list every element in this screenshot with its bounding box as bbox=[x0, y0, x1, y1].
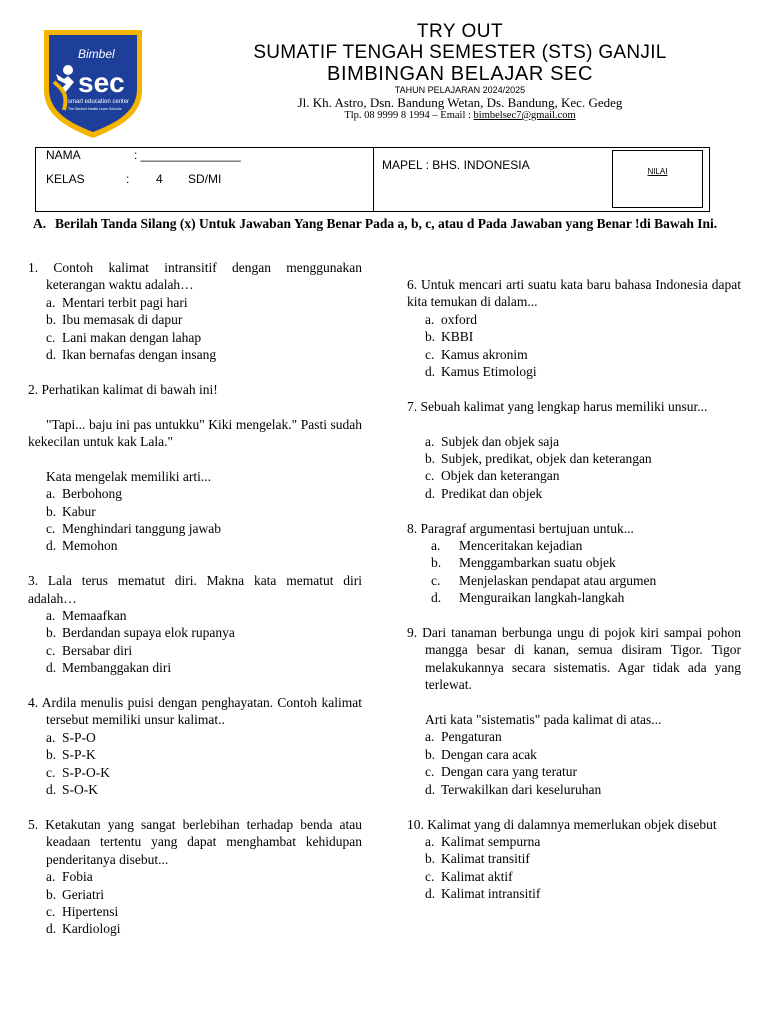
option-letter: c. bbox=[46, 642, 56, 658]
question-10-stem: 10. Kalimat yang di dalamnya memerlukan objek disebut bbox=[407, 816, 717, 832]
question-4-option-d[interactable] bbox=[28, 781, 362, 798]
header-address: Jl. Kh. Astro, Dsn. Bandung Wetan, Ds. Bandung, Kec. Gedeg bbox=[297, 95, 623, 110]
option-letter: b. bbox=[425, 851, 436, 867]
option-text: Kalimat intransitif bbox=[441, 886, 541, 902]
option-letter: c. bbox=[425, 468, 435, 484]
option-letter: b. bbox=[46, 886, 57, 902]
question-4-option-b[interactable] bbox=[28, 746, 362, 763]
option-text: Kalimat aktif bbox=[441, 868, 513, 884]
option-text: Memaafkan bbox=[62, 608, 127, 624]
option-letter: d. bbox=[425, 886, 436, 902]
logo-main-word: sec bbox=[78, 67, 125, 98]
option-text: Menggambarkan suatu objek bbox=[459, 555, 616, 571]
option-text: Ikan bernafas dengan insang bbox=[62, 347, 217, 363]
option-letter: a. bbox=[425, 833, 435, 849]
option-text: Kardiologi bbox=[62, 921, 121, 937]
nama-row bbox=[46, 148, 241, 162]
question-2 bbox=[28, 381, 362, 555]
option-text: Menguraikan langkah-langkah bbox=[459, 590, 625, 606]
question-9-option-c[interactable] bbox=[407, 763, 741, 780]
question-10-option-d[interactable] bbox=[407, 885, 741, 902]
option-letter: b. bbox=[431, 555, 442, 571]
question-9-stem: 9. Dari tanaman berbunga ungu di pojok kiri sampai pohon mangga besar di kanan, semua disiram Tigor. Tigor melakukannya secara sistematis. Agar tidak ada yang terlewat. bbox=[407, 625, 741, 693]
option-letter: d. bbox=[46, 347, 57, 363]
kelas-label: KELAS bbox=[46, 172, 85, 186]
option-text: Dengan cara yang teratur bbox=[441, 764, 578, 780]
option-text: Kalimat transitif bbox=[441, 851, 530, 867]
identity-divider bbox=[373, 148, 374, 211]
option-letter: d. bbox=[431, 590, 442, 606]
option-letter: c. bbox=[46, 764, 56, 780]
option-letter: a. bbox=[425, 729, 435, 745]
header-phone: Tlp. 08 9999 8 1994 – Email : bbox=[344, 110, 474, 121]
option-text: Kabur bbox=[62, 503, 96, 519]
option-letter: b. bbox=[46, 625, 57, 641]
question-3-option-a[interactable] bbox=[28, 607, 362, 624]
question-2-option-a[interactable] bbox=[28, 485, 362, 502]
logo-tagline: smart education center bbox=[68, 99, 130, 105]
option-text: KBBI bbox=[441, 329, 474, 345]
header-title-line3: BIMBINGAN BELAJAR SEC bbox=[327, 63, 593, 85]
mapel-label: MAPEL : BHS. INDONESIA bbox=[382, 158, 530, 172]
option-letter: b. bbox=[425, 746, 436, 762]
question-8-option-b[interactable] bbox=[407, 554, 741, 571]
option-letter: c. bbox=[46, 903, 56, 919]
question-9-option-d[interactable] bbox=[407, 781, 741, 798]
kelas-colon: : bbox=[126, 172, 130, 186]
option-text: Kamus akronim bbox=[441, 346, 528, 362]
option-letter: a. bbox=[431, 538, 441, 554]
option-letter: a. bbox=[46, 869, 56, 885]
question-10 bbox=[407, 816, 741, 903]
option-text: Predikat dan objek bbox=[441, 485, 543, 501]
option-letter: c. bbox=[46, 521, 56, 537]
question-6-stem: 6. Untuk mencari arti suatu kata baru bahasa Indonesia dapat kita temukan di dalam... bbox=[407, 277, 741, 310]
option-text: Fobia bbox=[62, 869, 93, 885]
option-text: Ibu memasak di dapur bbox=[62, 312, 183, 328]
option-text: Subjek, predikat, objek dan keterangan bbox=[441, 451, 652, 467]
kelas-value: 4 bbox=[156, 172, 163, 186]
question-4 bbox=[28, 694, 362, 798]
option-letter: b. bbox=[46, 503, 57, 519]
nilai-box[interactable] bbox=[612, 150, 703, 208]
question-1-option-c[interactable] bbox=[28, 329, 362, 346]
option-letter: a. bbox=[46, 729, 56, 745]
option-text: Pengaturan bbox=[441, 729, 502, 745]
option-letter: d. bbox=[46, 782, 57, 798]
question-8-stem: 8. Paragraf argumentasi bertujuan untuk... bbox=[407, 520, 634, 536]
option-letter: d. bbox=[425, 364, 436, 380]
question-1 bbox=[28, 259, 362, 363]
option-letter: d. bbox=[46, 660, 57, 676]
question-9-option-a[interactable] bbox=[407, 728, 741, 745]
option-text: Berdandan supaya elok rupanya bbox=[62, 625, 235, 641]
question-7-option-a[interactable] bbox=[407, 433, 741, 450]
question-3-option-d[interactable] bbox=[28, 659, 362, 676]
option-letter: d. bbox=[46, 921, 57, 937]
question-6 bbox=[407, 276, 741, 380]
question-5-option-b[interactable] bbox=[28, 886, 362, 903]
question-6-option-d[interactable] bbox=[407, 363, 741, 380]
question-7-option-b[interactable] bbox=[407, 450, 741, 467]
option-letter: d. bbox=[46, 538, 57, 554]
question-2-sub: Kata mengelak memiliki arti... bbox=[46, 468, 211, 484]
questions-right-column bbox=[407, 276, 741, 920]
option-text: S-P-O-K bbox=[62, 764, 111, 780]
question-9-sub: Arti kata "sistematis" pada kalimat di atas... bbox=[425, 712, 662, 728]
question-4-stem: 4. Ardila menulis puisi dengan penghayatan. Contoh kalimat tersebut memiliki unsur kalimat.. bbox=[28, 695, 362, 728]
question-6-option-c[interactable] bbox=[407, 346, 741, 363]
question-10-option-a[interactable] bbox=[407, 833, 741, 850]
question-3-stem: 3. Lala terus mematut diri. Makna kata mematut diri adalah… bbox=[28, 573, 362, 606]
question-1-option-a[interactable] bbox=[28, 294, 362, 311]
option-text: S-P-K bbox=[62, 747, 96, 763]
option-text: Kamus Etimologi bbox=[441, 364, 537, 380]
question-6-option-a[interactable] bbox=[407, 311, 741, 328]
option-letter: a. bbox=[46, 608, 56, 624]
question-9 bbox=[407, 624, 741, 798]
option-letter: a. bbox=[425, 433, 435, 449]
header-contact bbox=[160, 110, 760, 121]
option-text: Objek dan keterangan bbox=[441, 468, 560, 484]
kelas-row bbox=[46, 172, 221, 186]
instruction bbox=[33, 215, 743, 232]
option-letter: c. bbox=[425, 346, 435, 362]
option-text: Dengan cara acak bbox=[441, 746, 537, 762]
option-text: Menghindari tanggung jawab bbox=[62, 521, 221, 537]
header-email-link[interactable]: bimbelsec7@gmail.com bbox=[473, 110, 576, 121]
option-text: Terwakilkan dari keseluruhan bbox=[441, 781, 602, 797]
question-5-stem: 5. Ketakutan yang sangat berlebihan terhadap benda atau keadaan tertentu yang dapat menghambat kehidupan penderitanya disebut... bbox=[28, 816, 362, 867]
question-5-option-d[interactable] bbox=[28, 920, 362, 937]
nama-label: NAMA bbox=[46, 148, 81, 162]
question-5 bbox=[28, 816, 362, 938]
option-letter: c. bbox=[46, 329, 56, 345]
question-2-option-c[interactable] bbox=[28, 520, 362, 537]
question-5-option-c[interactable] bbox=[28, 903, 362, 920]
question-8-option-c[interactable] bbox=[407, 572, 741, 589]
question-3-option-b[interactable] bbox=[28, 624, 362, 641]
option-letter: d. bbox=[425, 485, 436, 501]
question-7-option-c[interactable] bbox=[407, 467, 741, 484]
option-text: Berbohong bbox=[62, 486, 122, 502]
kelas-unit: SD/MI bbox=[188, 172, 222, 186]
identity-box bbox=[35, 147, 710, 212]
header-title-line2: SUMATIF TENGAH SEMESTER (STS) GANJIL bbox=[253, 42, 667, 63]
question-7-stem: 7. Sebuah kalimat yang lengkap harus memiliki unsur... bbox=[407, 398, 708, 414]
question-8 bbox=[407, 520, 741, 607]
option-letter: c. bbox=[425, 868, 435, 884]
question-5-option-a[interactable] bbox=[28, 868, 362, 885]
option-text: Hipertensi bbox=[62, 903, 119, 919]
option-text: Membanggakan diri bbox=[62, 660, 172, 676]
option-letter: d. bbox=[425, 781, 436, 797]
option-letter: a. bbox=[425, 311, 435, 327]
question-2-stem: 2. Perhatikan kalimat di bawah ini! bbox=[28, 381, 218, 397]
option-text: Geriatri bbox=[62, 886, 104, 902]
option-text: Menceritakan kejadian bbox=[459, 538, 583, 554]
question-3-option-c[interactable] bbox=[28, 642, 362, 659]
instruction-number: A. bbox=[33, 216, 47, 231]
question-10-option-c[interactable] bbox=[407, 868, 741, 885]
question-2-quote: "Tapi... baju ini pas untukku" Kiki mengelak." Pasti sudah kekecilan untuk kak Lala." bbox=[28, 416, 362, 450]
nilai-label: NILAI bbox=[647, 167, 668, 176]
question-8-option-a[interactable] bbox=[407, 537, 741, 554]
question-9-option-b[interactable] bbox=[407, 746, 741, 763]
option-letter: a. bbox=[46, 294, 56, 310]
option-letter: b. bbox=[425, 329, 436, 345]
question-4-option-c[interactable] bbox=[28, 764, 362, 781]
question-7-option-d[interactable] bbox=[407, 485, 741, 502]
option-text: Bersabar diri bbox=[62, 642, 133, 658]
option-text: Memohon bbox=[62, 538, 118, 554]
question-10-option-b[interactable] bbox=[407, 850, 741, 867]
option-text: Lani makan dengan lahap bbox=[62, 329, 202, 345]
logo-top-word: Bimbel bbox=[78, 47, 115, 61]
question-6-option-b[interactable] bbox=[407, 328, 741, 345]
question-7 bbox=[407, 398, 741, 502]
option-letter: c. bbox=[431, 572, 441, 588]
header-year: TAHUN PELAJARAN 2024/2025 bbox=[394, 85, 526, 95]
logo-tagline-small: The Student Health Learn Schools bbox=[68, 107, 122, 111]
option-letter: a. bbox=[46, 486, 56, 502]
question-1-stem: 1. Contoh kalimat intransitif dengan menggunakan keterangan waktu adalah… bbox=[28, 260, 362, 293]
option-letter: b. bbox=[46, 747, 57, 763]
question-8-option-d[interactable] bbox=[407, 589, 741, 606]
option-letter: b. bbox=[46, 312, 57, 328]
header-title-line1: TRY OUT bbox=[416, 21, 504, 42]
question-4-option-a[interactable] bbox=[28, 729, 362, 746]
question-1-option-b[interactable] bbox=[28, 311, 362, 328]
instruction-text: Berilah Tanda Silang (x) Untuk Jawaban Yang Benar Pada a, b, c, atau d Pada Jawaban yang Benar !di Bawah Ini. bbox=[55, 216, 718, 231]
option-text: Mentari terbit pagi hari bbox=[62, 294, 188, 310]
option-text: Menjelaskan pendapat atau argumen bbox=[459, 572, 657, 588]
option-text: S-P-O bbox=[62, 729, 96, 745]
bimbel-sec-logo bbox=[34, 24, 152, 140]
question-2-option-d[interactable] bbox=[28, 537, 362, 554]
nama-field[interactable]: : _______________ bbox=[134, 148, 241, 162]
option-letter: c. bbox=[425, 764, 435, 780]
option-letter: b. bbox=[425, 451, 436, 467]
option-text: oxford bbox=[441, 311, 477, 327]
question-1-option-d[interactable] bbox=[28, 346, 362, 363]
question-2-option-b[interactable] bbox=[28, 503, 362, 520]
question-3 bbox=[28, 572, 362, 676]
option-text: Kalimat sempurna bbox=[441, 833, 541, 849]
option-text: Subjek dan objek saja bbox=[441, 433, 560, 449]
questions-left-column bbox=[28, 259, 362, 955]
option-text: S-O-K bbox=[62, 782, 98, 798]
